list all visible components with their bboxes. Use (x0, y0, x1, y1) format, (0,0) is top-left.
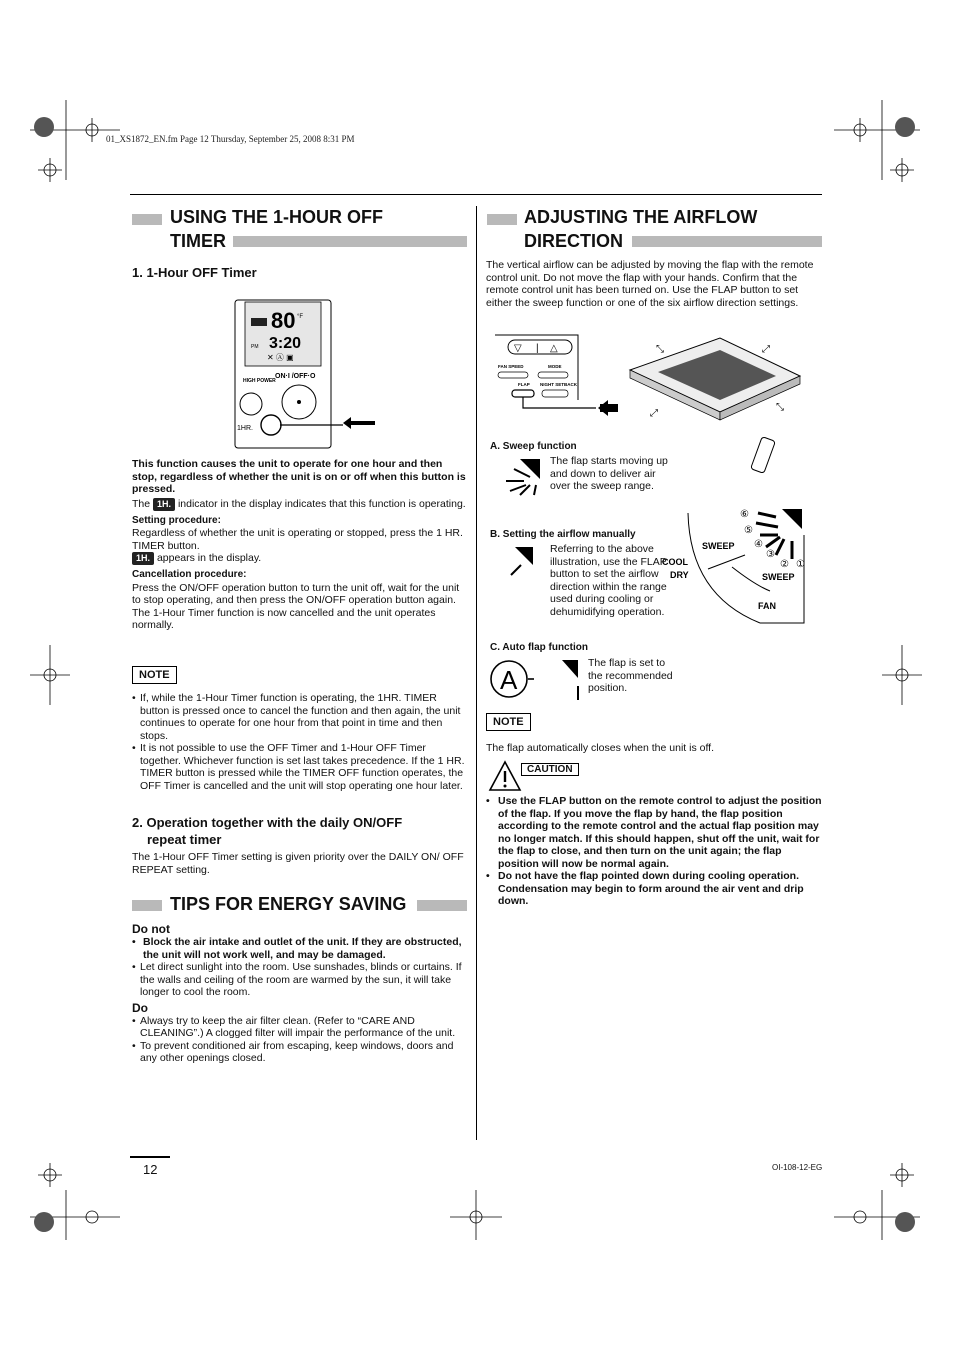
svg-text:③: ③ (766, 549, 775, 560)
svg-text:①: ① (796, 559, 805, 570)
do-head: Do (132, 1000, 148, 1015)
column-divider (476, 206, 477, 1140)
top-rule (130, 194, 822, 195)
auto-flap-text: The flap is set to the recommended position. (588, 657, 673, 694)
caution-item-1: • Use the FLAP button on the remote control to adjust the position of the flap. If you move the flap by hand, the flap position according to the remote control and the actual flap position may no longer match. If this should happen, shut off the unit, wait for the flap to close, and then turn on the unit again; the flap position will now be normal again. (486, 795, 822, 870)
daily-text: The 1-Hour OFF Timer setting is given priority over the DAILY ON/ OFF REPEAT setting. (132, 851, 464, 876)
airflow-bar-right (632, 236, 822, 247)
sweep-function-head: A. Sweep function (490, 441, 577, 452)
down-arrow-icon: ▽ (514, 343, 522, 354)
svg-text:°F: °F (297, 314, 304, 320)
tips-bar-right (417, 900, 467, 911)
svg-text:⤢: ⤢ (762, 344, 770, 355)
section-title-timer-2: TIMER (170, 231, 226, 251)
svg-text:⤡: ⤡ (656, 344, 664, 355)
svg-text:⑥: ⑥ (740, 509, 749, 520)
file-info-header: 01_XS1872_EN.fm Page 12 Thursday, September 25, 2008 8:31 PM (106, 134, 355, 144)
title-bar-right (233, 236, 467, 247)
appears-line: 1H. appears in the display. (132, 552, 466, 565)
section-title-tips: TIPS FOR ENERGY SAVING (170, 894, 407, 914)
svg-text:A: A (500, 665, 518, 695)
subheading-1hour: 1. 1-Hour OFF Timer (132, 265, 257, 280)
svg-text:⑤: ⑤ (744, 525, 753, 536)
svg-text:FAN: FAN (758, 601, 776, 611)
do-not-item-1: • Block the air intake and outlet of the unit. If they are obstructed, the unit will not work well, and may be damaged. (132, 936, 462, 961)
flap-remote-and-unit-illustration (490, 330, 820, 475)
remote-temp: 80 (271, 308, 296, 333)
note-text-right: The flap automatically closes when the unit is off. (486, 742, 715, 754)
remote-time: 3:20 (269, 335, 302, 352)
note-label-right: NOTE (486, 713, 531, 731)
tips-bar-left (132, 900, 162, 911)
cancel-procedure-text2: The 1-Hour Timer function is now cancelled and the unit operates normally. (132, 606, 436, 631)
svg-text:⤡: ⤡ (776, 402, 784, 413)
do-item-1: • Always try to keep the air filter clean. (Refer to “CARE AND CLEANING”.) A clogged filter will impair the performance of the unit. (132, 1014, 456, 1039)
doc-code: OI-108-12-EG (772, 1163, 823, 1172)
cancel-procedure-head: Cancellation procedure: (132, 569, 247, 580)
manual-flap-icon (505, 545, 541, 581)
airflow-bar-left (487, 214, 517, 225)
section-title-timer: USING THE 1-HOUR OFF (170, 207, 384, 227)
svg-text:FAN SPEED: FAN SPEED (498, 364, 524, 369)
note-label-left: NOTE (132, 666, 177, 684)
remote-status-icons: ✕ Ⓐ ▣ (267, 353, 294, 362)
warning-triangle-icon (488, 760, 522, 792)
svg-text:SWEEP: SWEEP (762, 572, 795, 582)
subheading-daily: 2. Operation together with the daily ON/OFF (132, 815, 403, 830)
setting-procedure-head: Setting procedure: (132, 514, 221, 526)
svg-text:ON·I /OFF·O: ON·I /OFF·O (275, 373, 316, 380)
airflow-direction-diagram (660, 505, 820, 631)
section-title-airflow-2: DIRECTION (524, 231, 623, 251)
svg-text:NIGHT SETBACK: NIGHT SETBACK (540, 382, 577, 387)
setting-procedure-text: Regardless of whether the unit is operating or stopped, press the 1 HR. TIMER button. (132, 527, 463, 552)
manual-airflow-head: B. Setting the airflow manually (490, 529, 636, 540)
svg-text:MODE: MODE (548, 364, 562, 369)
section-title-airflow: ADJUSTING THE AIRFLOW (524, 207, 758, 227)
svg-text:1HR.: 1HR. (237, 425, 253, 432)
svg-text:PM: PM (251, 344, 259, 350)
up-arrow-icon: △ (550, 343, 558, 354)
sweep-flap-icon (500, 455, 544, 497)
svg-text:SWEEP: SWEEP (702, 541, 735, 551)
auto-flap-icon (488, 656, 584, 704)
do-item-2: • To prevent conditioned air from escaping, keep windows, doors and any other openings closed. (132, 1039, 454, 1064)
svg-text:FLAP: FLAP (518, 382, 530, 387)
do-not-head: Do not (132, 922, 170, 936)
page-number-rule (130, 1156, 170, 1158)
manual-airflow-text: Referring to the above illustration, use the FLAP button to set the airflow direction within the range used during cooling or dehumidifying operation. (550, 543, 667, 618)
airflow-intro: The vertical airflow can be adjusted by moving the flap with the remote control unit. Do not move the flap with your hands. Confirm that the remote control unit has been turned on. Use the FLAP button to set either the sweep function or one of the six airflow direction settings. (486, 259, 814, 309)
svg-text:|: | (536, 343, 539, 354)
svg-text:COOL: COOL (662, 557, 688, 567)
indicator-line: The 1H. indicator in the display indicates that this function is operating. (132, 497, 466, 510)
caution-item-2: • Do not have the flap pointed down during cooling operation. Condensation may begin to form around the air vent and drip down. (486, 870, 804, 907)
svg-text:HIGH POWER: HIGH POWER (243, 378, 276, 384)
do-not-item-2: • Let direct sunlight into the room. Use sunshades, blinds or curtains. If the walls and ceiling of the room are warmed by the sun, it will take longer to cool the room. (132, 961, 462, 998)
note-item-1: • If, while the 1-Hour Timer function is operating, the 1HR. TIMER button is pressed once to cancel the function and then again, the unit continues to operate for one hour from that point in time and then stops. (132, 692, 461, 742)
svg-text:②: ② (780, 559, 789, 570)
auto-flap-head: C. Auto flap function (490, 642, 588, 653)
cancel-procedure-text: Press the ON/OFF operation button to turn the unit off, wait for the unit to stop operating, and then press the ON/OFF operation button again. (132, 581, 460, 606)
svg-text:⤢: ⤢ (650, 408, 658, 419)
timer-intro: This function causes the unit to operate for one hour and then stop, regardless of whether the unit is on or off when this button is pressed. (132, 458, 466, 495)
subheading-daily-2: repeat timer (147, 832, 222, 847)
svg-text:④: ④ (754, 539, 763, 550)
caution-label: CAUTION (521, 763, 579, 776)
1h-indicator-tag: 1H. (153, 498, 175, 511)
title-bar-left (132, 214, 162, 225)
svg-text:DRY: DRY (670, 570, 689, 580)
remote-control-illustration (225, 298, 385, 450)
sweep-function-text: The flap starts moving up and down to deliver air over the sweep range. (550, 455, 668, 492)
1h-appears-tag: 1H. (132, 552, 154, 565)
note-item-2: • It is not possible to use the OFF Timer and 1-Hour OFF Timer together. Whichever function is set last takes precedence. If the 1 HR. TIMER button is pressed while the TIMER OFF function operates, the OFF Timer is cancelled and the unit will stop operating one hour later. (132, 742, 465, 792)
page-number: 12 (143, 1162, 158, 1177)
